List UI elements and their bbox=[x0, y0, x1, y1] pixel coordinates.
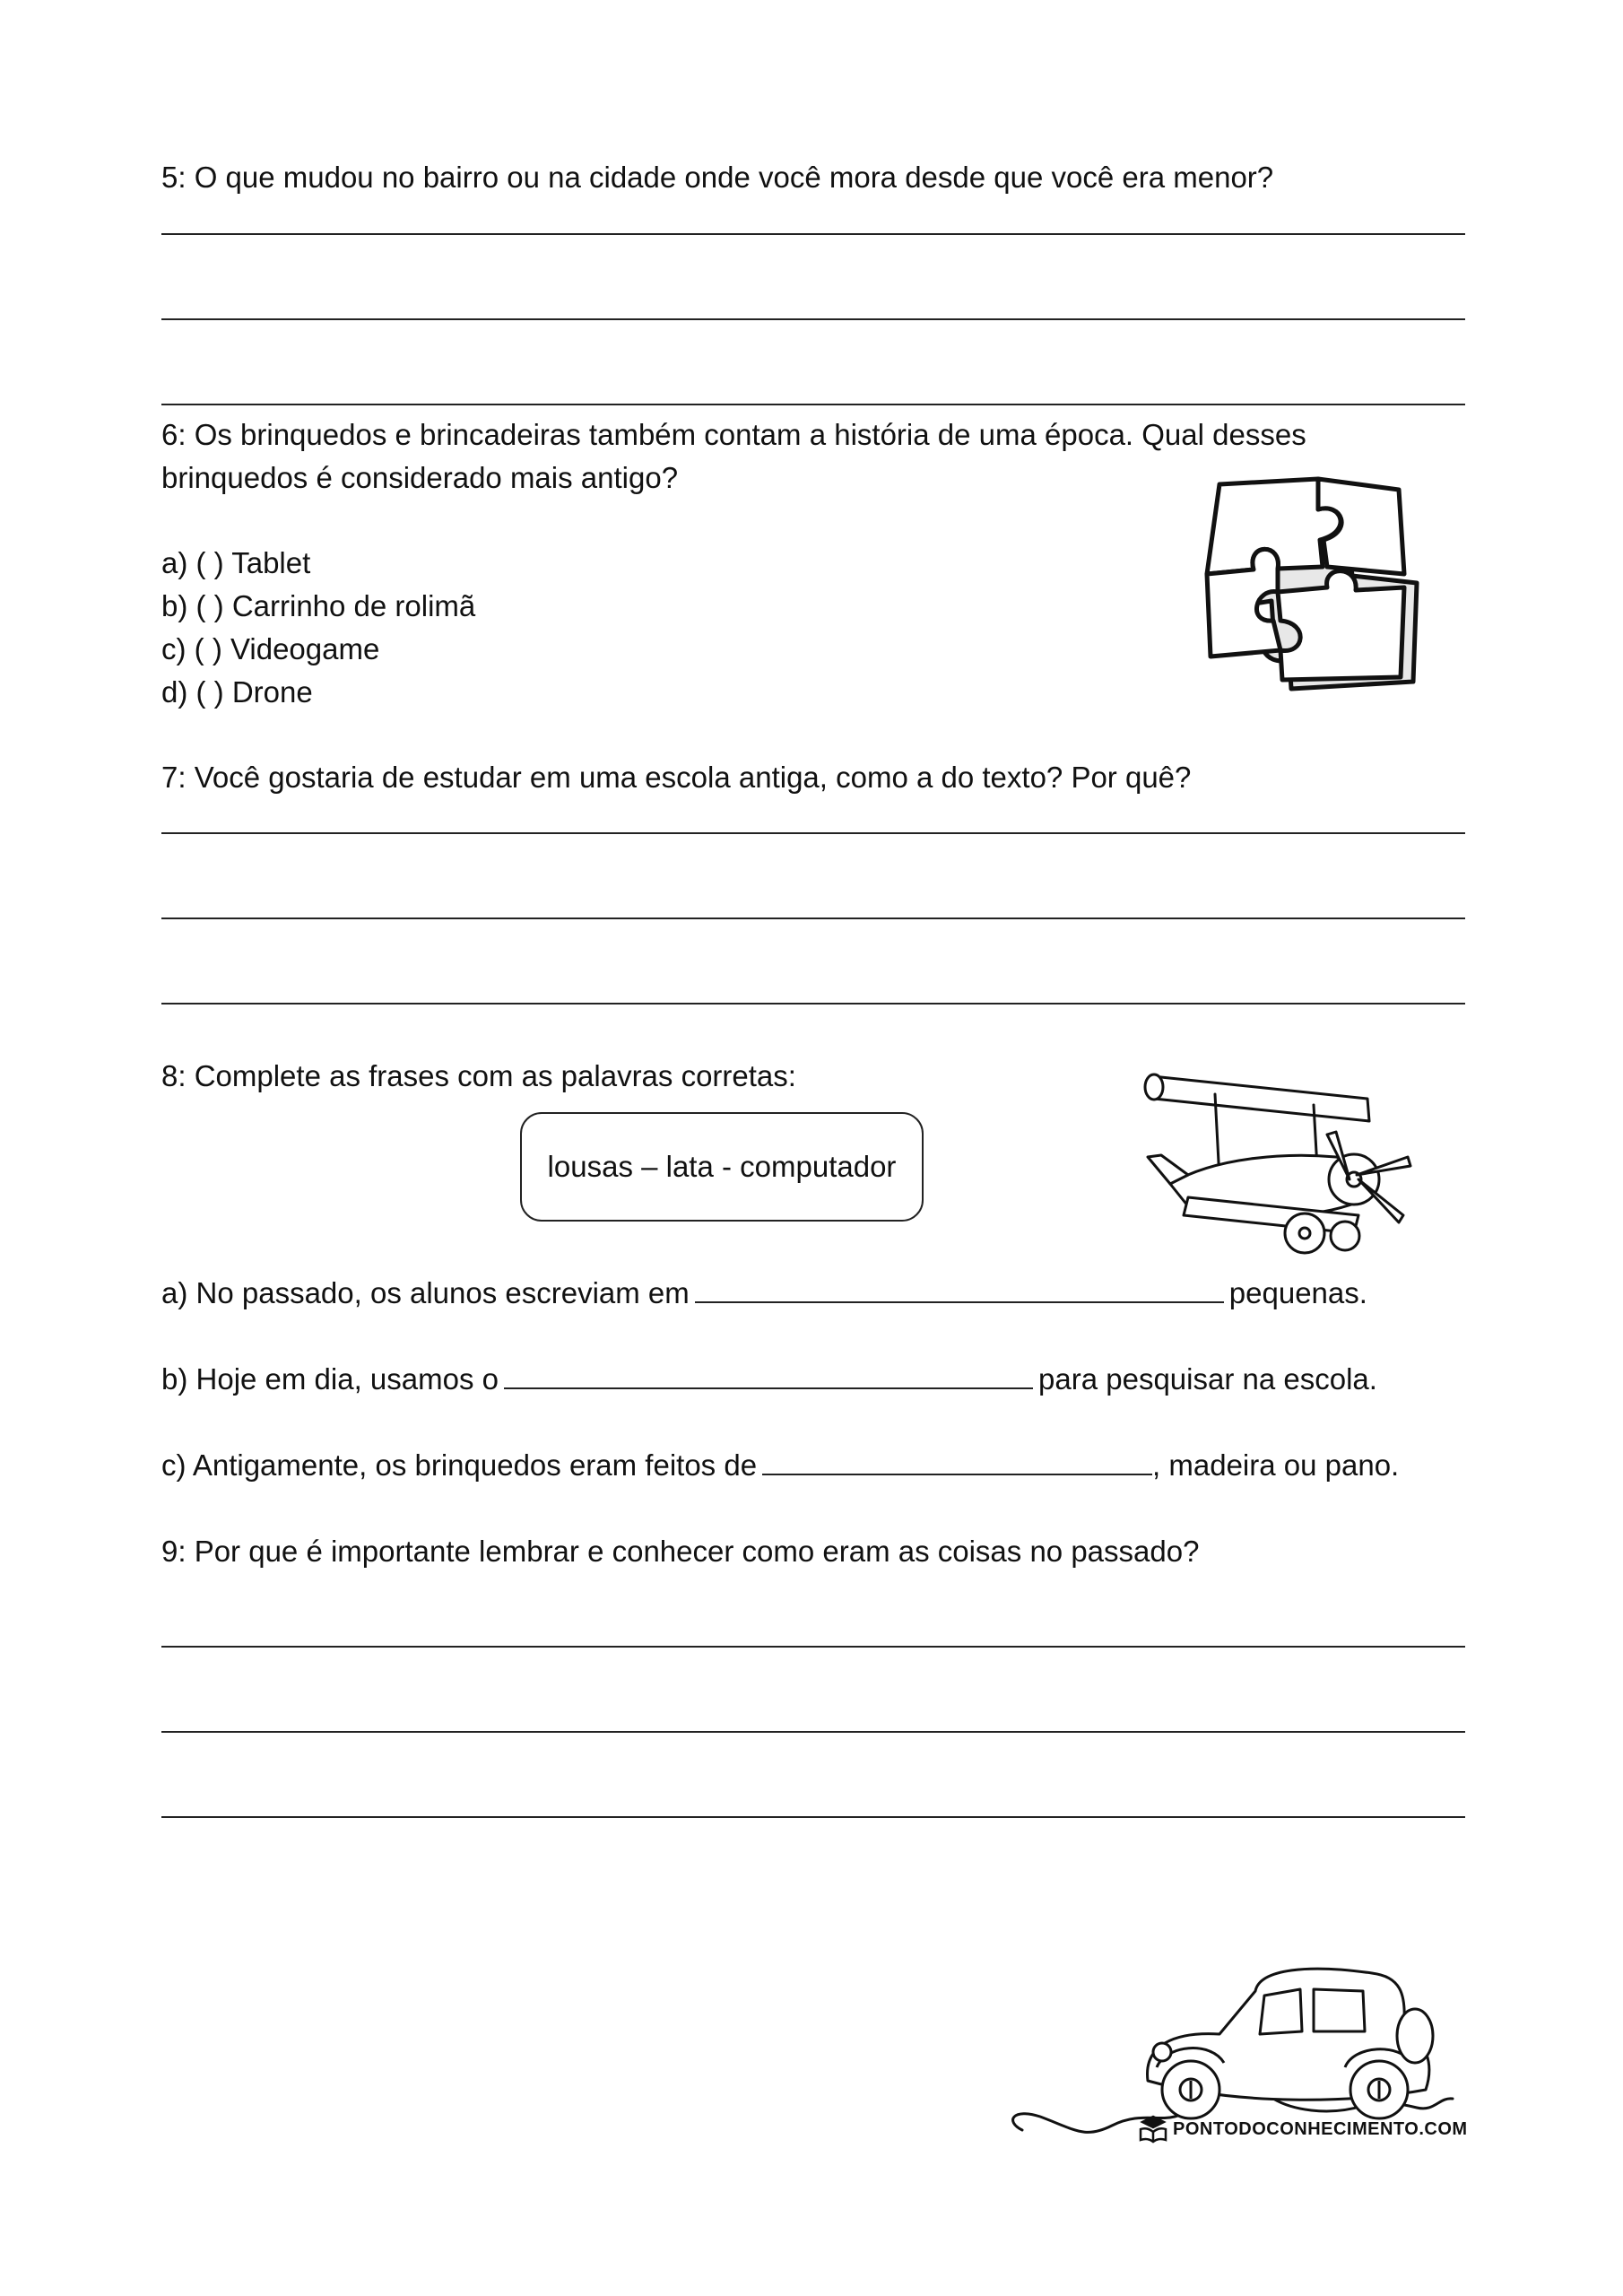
option-a[interactable]: a) ( ) Tablet bbox=[161, 546, 311, 579]
answer-line[interactable] bbox=[161, 832, 1465, 834]
answer-line[interactable] bbox=[161, 1731, 1465, 1733]
answer-line[interactable] bbox=[161, 318, 1465, 320]
word-bank: lousas – lata - computador bbox=[520, 1112, 924, 1222]
question-9: 9: Por que é importante lembrar e conhecer como eram as coisas no passado? bbox=[161, 1535, 1200, 1568]
answer-line[interactable] bbox=[161, 404, 1465, 405]
footer-logo-text[interactable]: PONTODOCONHECIMENTO.COM bbox=[1173, 2119, 1468, 2139]
sentence-a-after: pequenas. bbox=[1228, 1276, 1367, 1309]
answer-line[interactable] bbox=[161, 1816, 1465, 1818]
question-5: 5: O que mudou no bairro ou na cidade onde você mora desde que você era menor? bbox=[161, 161, 1274, 194]
sentence-a bbox=[161, 1275, 1367, 1311]
book-logo-icon bbox=[1137, 2113, 1169, 2144]
option-d[interactable]: d) ( ) Drone bbox=[161, 675, 313, 709]
option-c[interactable]: c) ( ) Videogame bbox=[161, 632, 380, 665]
puzzle-icon bbox=[1193, 466, 1426, 709]
option-b[interactable]: b) ( ) Carrinho de rolimã bbox=[161, 589, 476, 622]
answer-line[interactable] bbox=[161, 1646, 1465, 1648]
sentence-b-after: para pesquisar na escola. bbox=[1038, 1362, 1377, 1396]
question-6-line-2: brinquedos é considerado mais antigo? bbox=[161, 461, 679, 494]
sentence-c bbox=[161, 1448, 1399, 1483]
blank-a[interactable] bbox=[695, 1278, 1224, 1303]
sentence-b-before: b) Hoje em dia, usamos o bbox=[161, 1362, 499, 1396]
answer-line[interactable] bbox=[161, 1003, 1465, 1004]
question-6-line-1: 6: Os brinquedos e brincadeiras também contam a história de uma época. Qual desses bbox=[161, 418, 1306, 451]
sentence-c-before: c) Antigamente, os brinquedos eram feitos de bbox=[161, 1448, 758, 1482]
sentence-c-after: , madeira ou pano. bbox=[1152, 1448, 1400, 1482]
sentence-b bbox=[161, 1361, 1377, 1397]
sentence-a-before: a) No passado, os alunos escreviam em bbox=[161, 1276, 690, 1309]
question-7: 7: Você gostaria de estudar em uma escola antiga, como a do texto? Por quê? bbox=[161, 761, 1192, 794]
answer-line[interactable] bbox=[161, 233, 1465, 235]
question-8: 8: Complete as frases com as palavras corretas: bbox=[161, 1059, 796, 1092]
blank-c[interactable] bbox=[762, 1450, 1152, 1475]
blank-b[interactable] bbox=[504, 1364, 1033, 1389]
airplane-icon bbox=[1134, 1049, 1430, 1265]
answer-line[interactable] bbox=[161, 918, 1465, 919]
